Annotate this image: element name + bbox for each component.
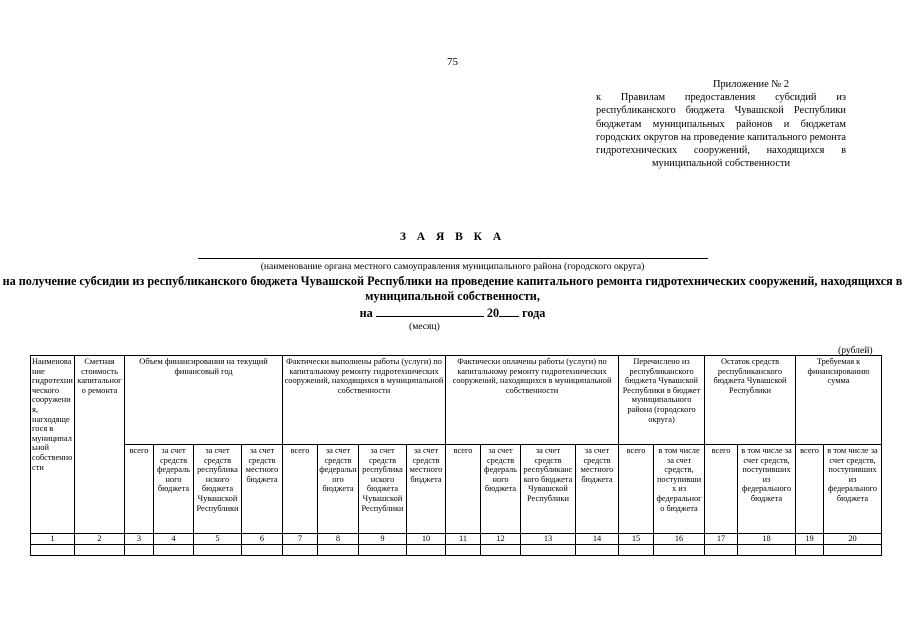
table-header-row-1 (31, 356, 882, 445)
data-cell[interactable] (283, 545, 318, 556)
appendix-title: Приложение № 2 (712, 79, 790, 90)
month-prefix: на (359, 306, 373, 320)
sub-total: всего (125, 445, 154, 534)
data-cell[interactable] (242, 545, 283, 556)
group-header-performed: Фактически выполнены работы (услуги) по капитальному ремонту гидротехнических сооружений, находящихся в муниципальной собственности (283, 356, 446, 445)
sub-republic: за счет средств республиканского бюджета Чувашской Республики (521, 445, 576, 534)
column-number: 5 (194, 534, 242, 545)
column-number: 19 (796, 534, 824, 545)
sub-republic: за счет средств республиканского бюджета Чувашской Республики (194, 445, 242, 534)
data-cell[interactable] (738, 545, 796, 556)
month-caption: (месяц) (409, 321, 440, 332)
data-cell[interactable] (31, 545, 75, 556)
column-number: 3 (125, 534, 154, 545)
year-blank[interactable] (499, 305, 519, 317)
sub-total: всего (619, 445, 654, 534)
sub-including-federal: в том числе за счет средств, поступивших из федерального бюджета (738, 445, 796, 534)
column-number: 10 (407, 534, 446, 545)
sub-local: за счет средств местного бюджета (407, 445, 446, 534)
column-number: 2 (75, 534, 125, 545)
data-cell[interactable] (521, 545, 576, 556)
sub-federal: за счет средств федерального бюджета (318, 445, 359, 534)
column-number: 1 (31, 534, 75, 545)
request-heading: на получение субсидии из республиканского бюджета Чувашской Республики на проведение капитального ремонта гидротехнических сооружений, находящихся в муниципальной собственности, (2, 274, 903, 303)
sub-local: за счет средств местного бюджета (576, 445, 619, 534)
org-name-caption: (наименование органа местного самоуправления муниципального района (городского округа) (260, 261, 645, 272)
data-cell[interactable] (481, 545, 521, 556)
sub-total: всего (796, 445, 824, 534)
sub-total: всего (283, 445, 318, 534)
column-number: 17 (705, 534, 738, 545)
data-cell[interactable] (75, 545, 125, 556)
column-number: 13 (521, 534, 576, 545)
data-cell[interactable] (318, 545, 359, 556)
sub-federal: за счет средств федерального бюджета (154, 445, 194, 534)
column-number: 20 (824, 534, 882, 545)
column-number: 14 (576, 534, 619, 545)
data-cell[interactable] (796, 545, 824, 556)
column-number: 12 (481, 534, 521, 545)
column-number: 7 (283, 534, 318, 545)
data-cell[interactable] (407, 545, 446, 556)
empty-data-row[interactable] (31, 545, 882, 556)
column-number: 18 (738, 534, 796, 545)
column-number: 11 (446, 534, 481, 545)
col-header-estimate: Сметная стоимость капитального ремонта (75, 356, 125, 534)
col-header-name: Наименование гидротехнического сооружения, нагходящегося в муниципальной собственности (31, 356, 75, 534)
column-number: 6 (242, 534, 283, 545)
document-title: З А Я В К А (399, 231, 506, 243)
data-cell[interactable] (359, 545, 407, 556)
table-header-row-2 (31, 445, 882, 534)
sub-local: за счет средств местного бюджета (242, 445, 283, 534)
column-number: 16 (654, 534, 705, 545)
sub-total: всего (705, 445, 738, 534)
data-cell[interactable] (619, 545, 654, 556)
group-header-required: Требуемая к финансированию сумма (796, 356, 882, 445)
data-cell[interactable] (446, 545, 481, 556)
data-cell[interactable] (705, 545, 738, 556)
org-name-blank-line[interactable] (198, 258, 708, 259)
appendix-text: к Правилам предоставления субсидий из республиканского бюджета Чувашской Республики бюджетам муниципальных районов и бюджетам городских округов на проведение капитального ремонта гидротехнических сооружений, находящихся в муниципальной собственности (596, 92, 846, 170)
sub-total: всего (446, 445, 481, 534)
month-blank[interactable] (376, 305, 484, 317)
group-header-paid: Фактически оплачены работы (услуги) по капитальному ремонту гидротехнических сооружений, находящихся в муниципальной собственности (446, 356, 619, 445)
month-year-line (0, 305, 905, 321)
data-cell[interactable] (576, 545, 619, 556)
column-number: 15 (619, 534, 654, 545)
data-cell[interactable] (154, 545, 194, 556)
year-prefix: 20 (486, 306, 500, 320)
sub-republic: за счет средств республиканского бюджета Чувашской Республики (359, 445, 407, 534)
appendix-block (596, 78, 846, 170)
request-table (30, 355, 882, 556)
page-number: 75 (447, 56, 458, 68)
data-cell[interactable] (125, 545, 154, 556)
column-number: 4 (154, 534, 194, 545)
group-header-transferred: Перечислено из республиканского бюджета Чувашской Республики в бюджет муниципального района (городского округа) (619, 356, 705, 445)
column-number-row (31, 534, 882, 545)
unit-label: (рублей) (838, 345, 873, 356)
data-cell[interactable] (824, 545, 882, 556)
data-cell[interactable] (654, 545, 705, 556)
year-suffix: года (522, 306, 546, 320)
column-number: 9 (359, 534, 407, 545)
data-cell[interactable] (194, 545, 242, 556)
sub-including-federal: в том числе за счет средств, поступивших из федерального бюджета (654, 445, 705, 534)
column-number: 8 (318, 534, 359, 545)
sub-including-federal: в том числе за счет средств, поступивших из федерального бюджета (824, 445, 882, 534)
group-header-financing: Объем финансирования на текущий финансовый год (125, 356, 283, 445)
group-header-remaining: Остаток средств республиканского бюджета Чувашской Республики (705, 356, 796, 445)
sub-federal: за счет средств федерального бюджета (481, 445, 521, 534)
